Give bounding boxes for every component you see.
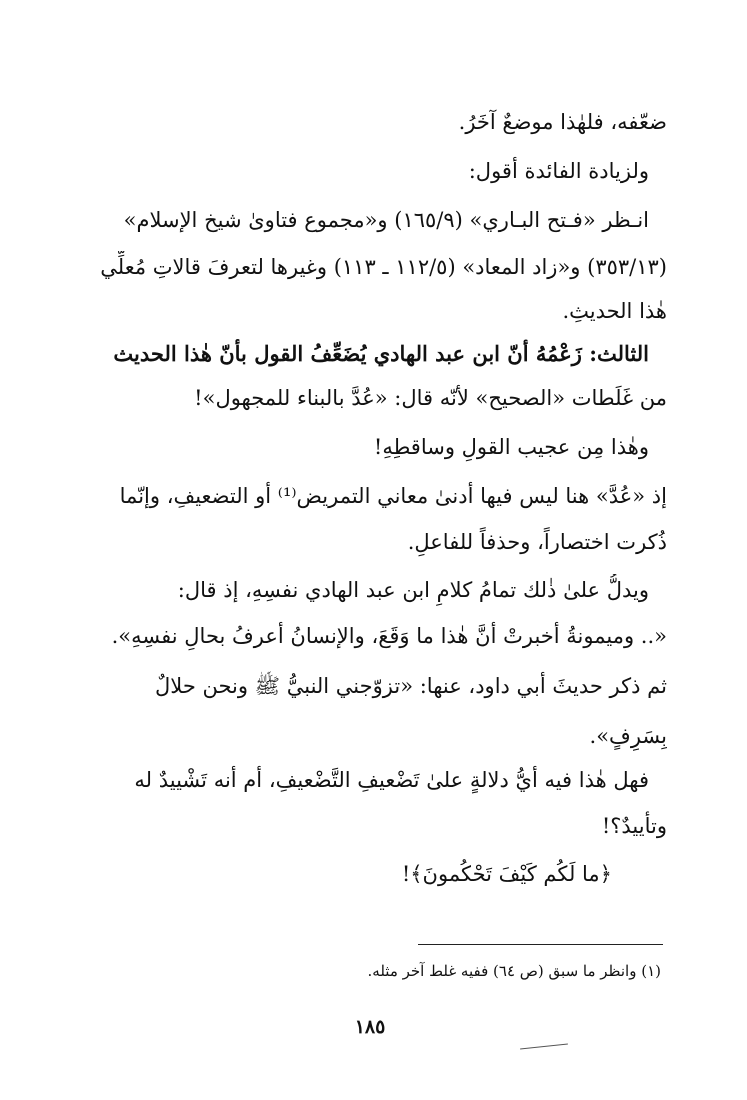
text-line-3: انـظر «فـتح البـاري» (١٦٥/٩) و«مجموع فتاوىٰ شيخ الإسلام» xyxy=(123,208,649,232)
footnote-text: (١) وانظر ما سبق (ص ٦٤) ففيه غلط آخر مثله. xyxy=(367,962,661,980)
text-line-1: ضعّفه، فلهٰذا موضعٌ آخَرُ. xyxy=(458,110,667,134)
text-line-14: بِسَرِفٍ». xyxy=(589,724,667,748)
quran-verse-line: ﴿ما لَكُم كَيْفَ تَحْكُمونَ﴾! xyxy=(401,862,612,886)
text-line-7: من غَلَطات «الصحيح» لأنّه قال: «عُدَّ بالبناء للمجهول»! xyxy=(194,386,667,410)
text-line-11: ويدلُّ علىٰ ذٰلك تمامُ كلامِ ابن عبد الهادي نفسِهِ، إذ قال: xyxy=(177,578,649,602)
text-line-2: ولزيادة الفائدة أقول: xyxy=(468,159,649,183)
text-line-16: وتأييدٌ؟! xyxy=(601,814,667,838)
text-line-4: (٣٥٣/١٣) و«زاد المعاد» (١١٢/٥ ـ ١١٣) وغيرها لتعرفَ قالاتِ مُعلِّي xyxy=(100,255,667,279)
page-number: ١٨٥ xyxy=(354,1016,386,1038)
text-line-13: ثم ذكر حديثَ أبي داود، عنها: «تزوّجني النبيُّ ﷺ ونحن حلالٌ xyxy=(155,674,667,698)
text-line-8: وهٰذا مِن عجيب القولِ وساقطِهِ! xyxy=(373,435,649,459)
text-line-9: إذ «عُدَّ» هنا ليس فيها أدنىٰ معاني التمريض⁽¹⁾ أو التضعيفِ، وإنّما xyxy=(119,484,667,508)
text-line-10: ذُكرت اختصاراً، وحذفاً للفاعلِ. xyxy=(407,530,667,554)
scan-mark xyxy=(520,1043,568,1049)
text-line-15: فهل هٰذا فيه أيُّ دلالةٍ علىٰ تَضْعيفِ التَّضْعيفِ، أم أنه تَشْييدٌ له xyxy=(134,768,649,792)
text-line-5: هٰذا الحديثِ. xyxy=(562,299,667,323)
text-line-6: الثالث: زَعْمُهُ أنّ ابن عبد الهادي يُضَعِّفُ القول بأنّ هٰذا الحديث xyxy=(113,341,649,366)
footnote-divider xyxy=(418,944,663,945)
text-line-12: «.. وميمونةُ أخبرتْ أنَّ هٰذا ما وَقَعَ، والإنسانُ أعرفُ بحالِ نفسِهِ». xyxy=(111,624,667,648)
